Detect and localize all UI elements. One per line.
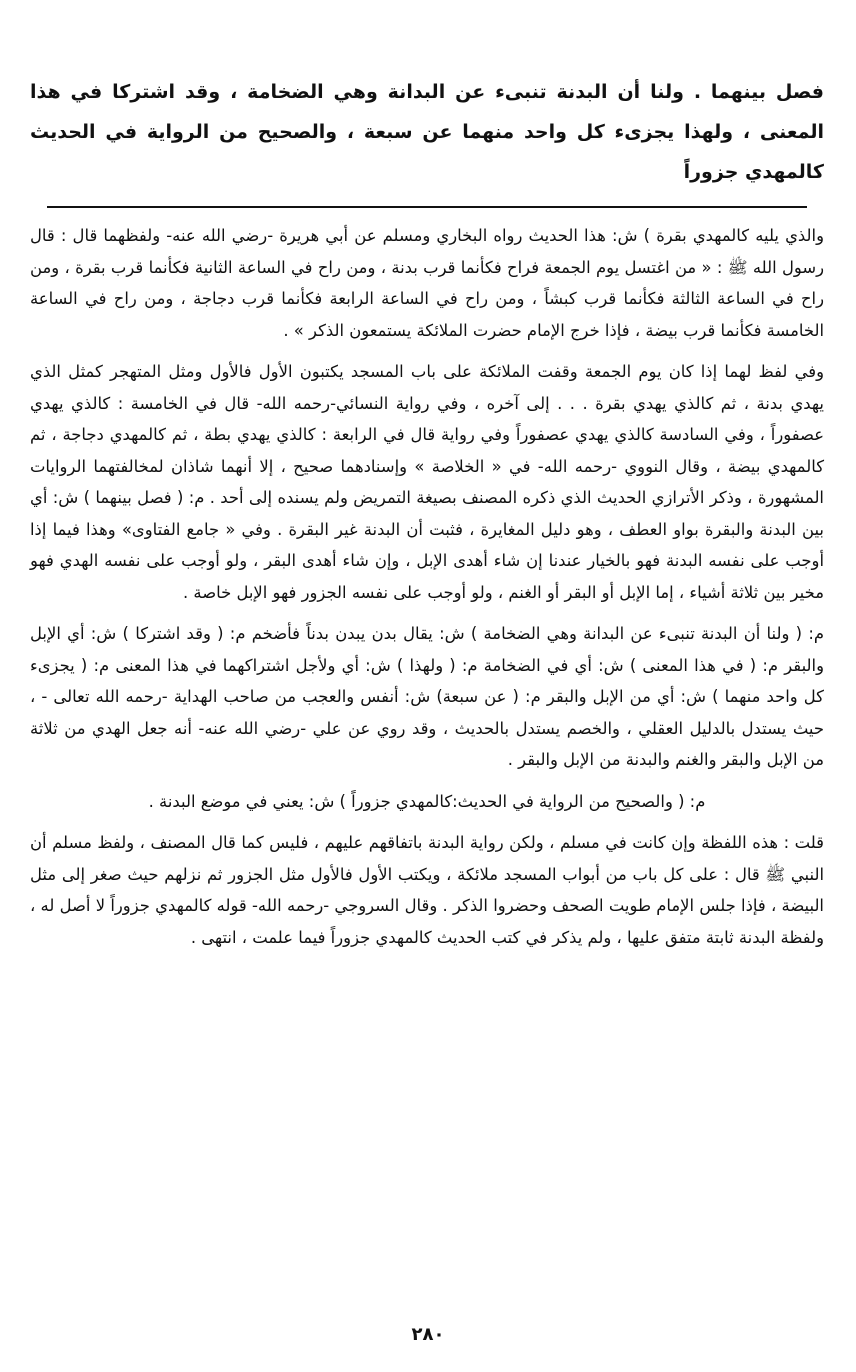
commentary-paragraph: قلت : هذه اللفظة وإن كانت في مسلم ، ولكن رواية البدنة باتفاقهم عليهم ، فليس كما قال المصنف ، ولفظ مسلم أن النبي ﷺ قال : على كل باب من أبواب المسجد ملائكة ، ويكتب الأول فالأول مثل الجزور ثم نزلهم حيث صغر إلى مثل البيضة ، فإذا جلس الإمام طويت الصحف وحضروا الذكر . وقال السروجي -رحمه الله- قوله كالمهدي جزوراً لا أصل له ، ولفظة البدنة ثابتة متفق عليها ، ولم يذكر في كتب الحديث كالمهدي جزوراً فيما علمت ، انتهى .: [30, 833, 824, 947]
commentary-paragraph: م: ( ولنا أن البدنة تنبىء عن البدانة وهي الضخامة ) ش: يقال بدن يبدن بدناً فأضخم م: ( وقد اشتركا ) ش: أي الإبل والبقر م: ( في هذا المعنى ) ش: أي في الضخامة م: ( ولهذا ) ش: أي ولأجل اشتراكهما في هذا المعنى م: ( يجزىء كل واحد منهما ) ش: أي من الإبل والبقر م: ( عن سبعة) ش: أنفس والعجب من صاحب الهداية -رحمه الله تعالى - ، حيث يستدل بالدليل العقلي ، والخصم يستدل بالحديث ، وقد روي عن علي -رضي الله عنه- أنه جعل الهدي من ثلاثة من الإبل والبقر والغنم والبدنة من الإبل والبقر .: [30, 624, 824, 769]
document-page: [30, 72, 824, 963]
commentary-section: [30, 220, 824, 953]
commentary-paragraph: م: ( والصحيح من الرواية في الحديث:كالمهدي جزوراً ) ش: يعني في موضع البدنة .: [148, 791, 706, 811]
main-text: فصل بينهما . ولنا أن البدنة تنبىء عن البدانة وهي الضخامة ، وقد اشتركا في هذا المعنى ، ولهذا يجزىء كل واحد منهما عن سبعة ، والصحيح من الرواية في الحديث كالمهدي جزوراً: [30, 81, 824, 183]
divider-line: [47, 206, 807, 208]
commentary-paragraph: والذي يليه كالمهدي بقرة ) ش: هذا الحديث رواه البخاري ومسلم عن أبي هريرة -رضي الله عنه- ولفظهما قال : قال رسول الله ﷺ : « من اغتسل يوم الجمعة فراح فكأنما قرب بدنة ، ومن راح في الساعة الثانية فكأنما قرب بقرة ، ومن راح في الساعة الثالثة فكأنما قرب كبشاً ، ومن راح في الساعة الرابعة فكأنما قرب دجاجة ، ومن راح في الساعة الخامسة فكأنما قرب بيضة ، فإذا خرج الإمام حضرت الملائكة يستمعون الذكر » .: [30, 226, 824, 340]
commentary-paragraph: وفي لفظ لهما إذا كان يوم الجمعة وقفت الملائكة على باب المسجد يكتبون الأول فالأول ومثل المتهجر كمثل الذي يهدي بدنة ، ثم كالذي يهدي بقرة . . . إلى آخره ، وفي رواية النسائي-رحمه الله- قال في الخامسة : كالذي يهدي عصفوراً ، وفي السادسة كالذي يهدي عصفوراً وفي رواية قال في الرابعة : كالذي يهدي بطة ، ثم كالمهدي دجاجة ، ثم كالمهدي بيضة ، وقال النووي -رحمه الله- في « الخلاصة » وإسنادهما صحيح ، إلا أنهما شاذان لمخالفتهما الروايات المشهورة ، وذكر الأترازي الحديث الذي ذكره المصنف بصيغة التمريض ولم يسنده إلى أحد . م: ( فصل بينهما ) ش: أي بين البدنة والبقرة بواو العطف ، وهو دليل المغايرة ، فثبت أن البدنة غير البقرة . وفي « جامع الفتاوى» وهذا فيما إذا أوجب على نفسه البدنة فهو بالخيار عندنا إن شاء أهدى الإبل ، وإن شاء أهدى البقر ، ولو أوجب على نفسه الهدي فهو مخير بين ثلاثة أشياء ، إما الإبل أو البقر أو الغنم ، ولو أوجب على نفسه الجزور فهو الإبل خاصة .: [30, 362, 824, 602]
page-number: ٢٨٠: [411, 1324, 445, 1345]
